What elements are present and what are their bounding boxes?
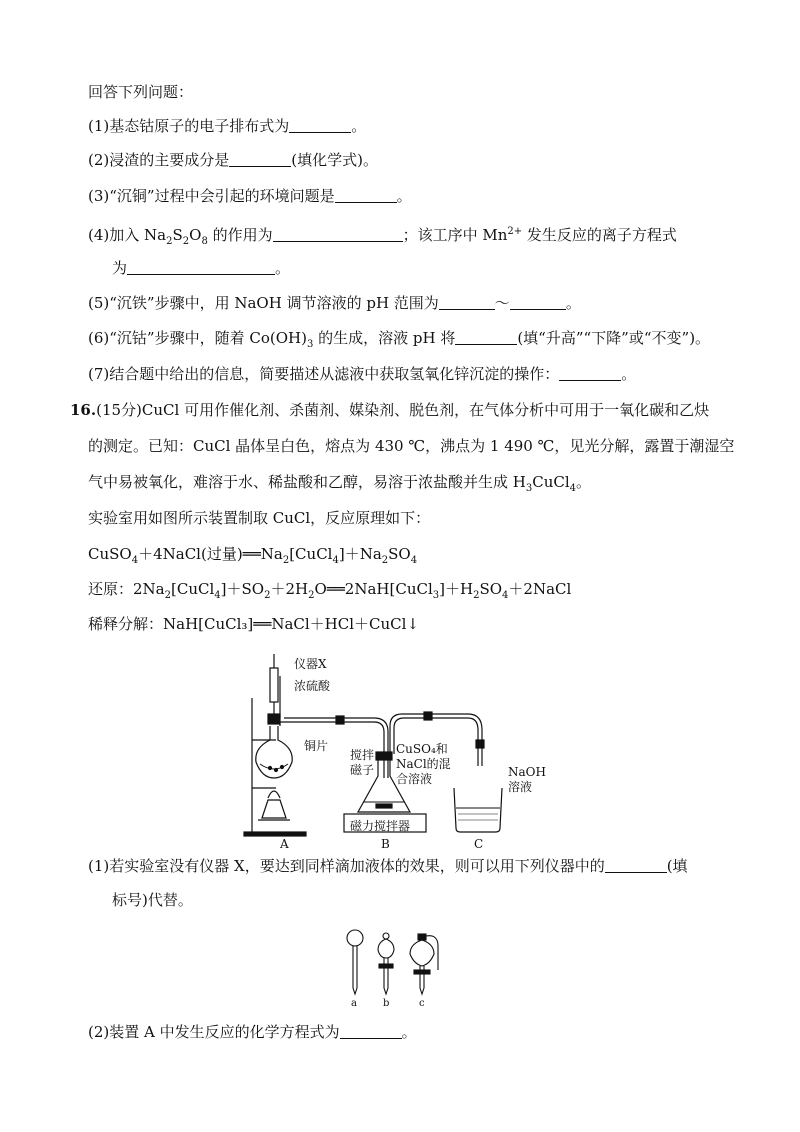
q15-part4-cont: 为 。 <box>112 259 291 277</box>
equation-1: CuSO$_4$＋4NaCl(过量)$══Na_2[CuCl_4]+Na_2SO_4$ <box>88 545 418 566</box>
q15-part3: (3)“沉铜”过程中会引起的环境问题是 。 <box>88 187 412 205</box>
answer-blank[interactable] <box>439 295 495 310</box>
option-b-label[interactable]: b <box>383 998 390 1009</box>
label-instrument-x: 仪器X <box>294 657 327 671</box>
intro-text: 回答下列问题： <box>88 83 194 101</box>
answer-blank[interactable] <box>289 118 351 133</box>
label-magnetic-stirrer: 磁力搅拌器 <box>350 819 411 833</box>
answer-blank[interactable] <box>510 295 566 310</box>
label-conc-sulfuric-acid: 浓硫酸 <box>294 679 331 693</box>
answer-blank[interactable] <box>455 330 517 345</box>
answer-blank[interactable] <box>229 152 291 167</box>
q16-line4: 实验室用如图所示装置制取 CuCl，反应原理如下： <box>88 509 431 527</box>
option-c-label[interactable]: c <box>419 998 425 1009</box>
answer-blank[interactable] <box>605 858 667 873</box>
q15-part6: (6)“沉钴”步骤中，随着 $Co(OH)_3$ 的生成，溶液 pH 将 (填“升高”“下降”或“不变”)。 <box>88 329 711 350</box>
q15-part5: (5)“沉铁”步骤中，用 NaOH 调节溶液的 pH 范围为 ～ 。 <box>88 294 581 312</box>
q16-sub1: (1)若实验室没有仪器 X，要达到同样滴加液体的效果，则可以用下列仪器中的 (填 <box>88 857 688 875</box>
q16-sub1-cont: 标号)代替。 <box>112 891 193 909</box>
label-a: A <box>280 837 289 851</box>
label-mixed-solution: CuSO₄和 NaCl的混 合溶液 <box>396 742 451 786</box>
option-a-label[interactable]: a <box>351 998 357 1009</box>
answer-blank[interactable] <box>559 366 621 381</box>
q15-part1: (1)基态钴原子的电子排布式为 。 <box>88 117 367 135</box>
q15-part2: (2)浸渣的主要成分是 (填化学式)。 <box>88 151 378 169</box>
q16-line1: 16.(15分)CuCl 可用作催化剂、杀菌剂、媒染剂、脱色剂，在气体分析中可用于一氧化碳和乙炔 <box>70 401 710 419</box>
q16-sub2: (2)装置 A 中发生反应的化学方程式为 。 <box>88 1023 417 1041</box>
label-copper-sheet: 铜片 <box>304 739 329 753</box>
q16-line2: 的测定。已知：CuCl 晶体呈白色，熔点为 430 ℃，沸点为 1 490 ℃，见光分解，露置于潮湿空 <box>88 437 735 455</box>
answer-blank[interactable] <box>340 1024 402 1039</box>
answer-blank[interactable] <box>335 188 397 203</box>
equation-2: 还原：$2Na_2[CuCl_4]+SO_2+2H_2O══2NaH[CuCl_3]+H_2SO_4+2NaCl$ <box>88 580 572 601</box>
label-naoh-solution: NaOH 溶液 <box>508 765 546 794</box>
question-number: 16. <box>70 401 97 419</box>
label-b: B <box>381 837 390 851</box>
q15-part7: (7)结合题中给出的信息，简要描述从滤液中获取氢氧化锌沉淀的操作： 。 <box>88 365 637 383</box>
answer-blank[interactable] <box>127 260 275 275</box>
equation-3: 稀释分解：NaH[CuCl₃]══NaCl＋HCl＋CuCl↓ <box>88 615 420 633</box>
label-c: C <box>474 837 484 851</box>
q16-line3: 气中易被氧化，难溶于水、稀盐酸和乙醇，易溶于浓盐酸并生成 $H_3CuCl_4$。 <box>88 473 592 494</box>
answer-blank[interactable] <box>273 227 403 242</box>
q15-part4: (4)加入 $Na_2S_2O_8$ 的作用为 ；该工序中 $Mn^{2+}$ 发生反应的离子方程式 <box>88 226 677 247</box>
label-stir-bar: 搅拌 磁子 <box>350 748 375 777</box>
